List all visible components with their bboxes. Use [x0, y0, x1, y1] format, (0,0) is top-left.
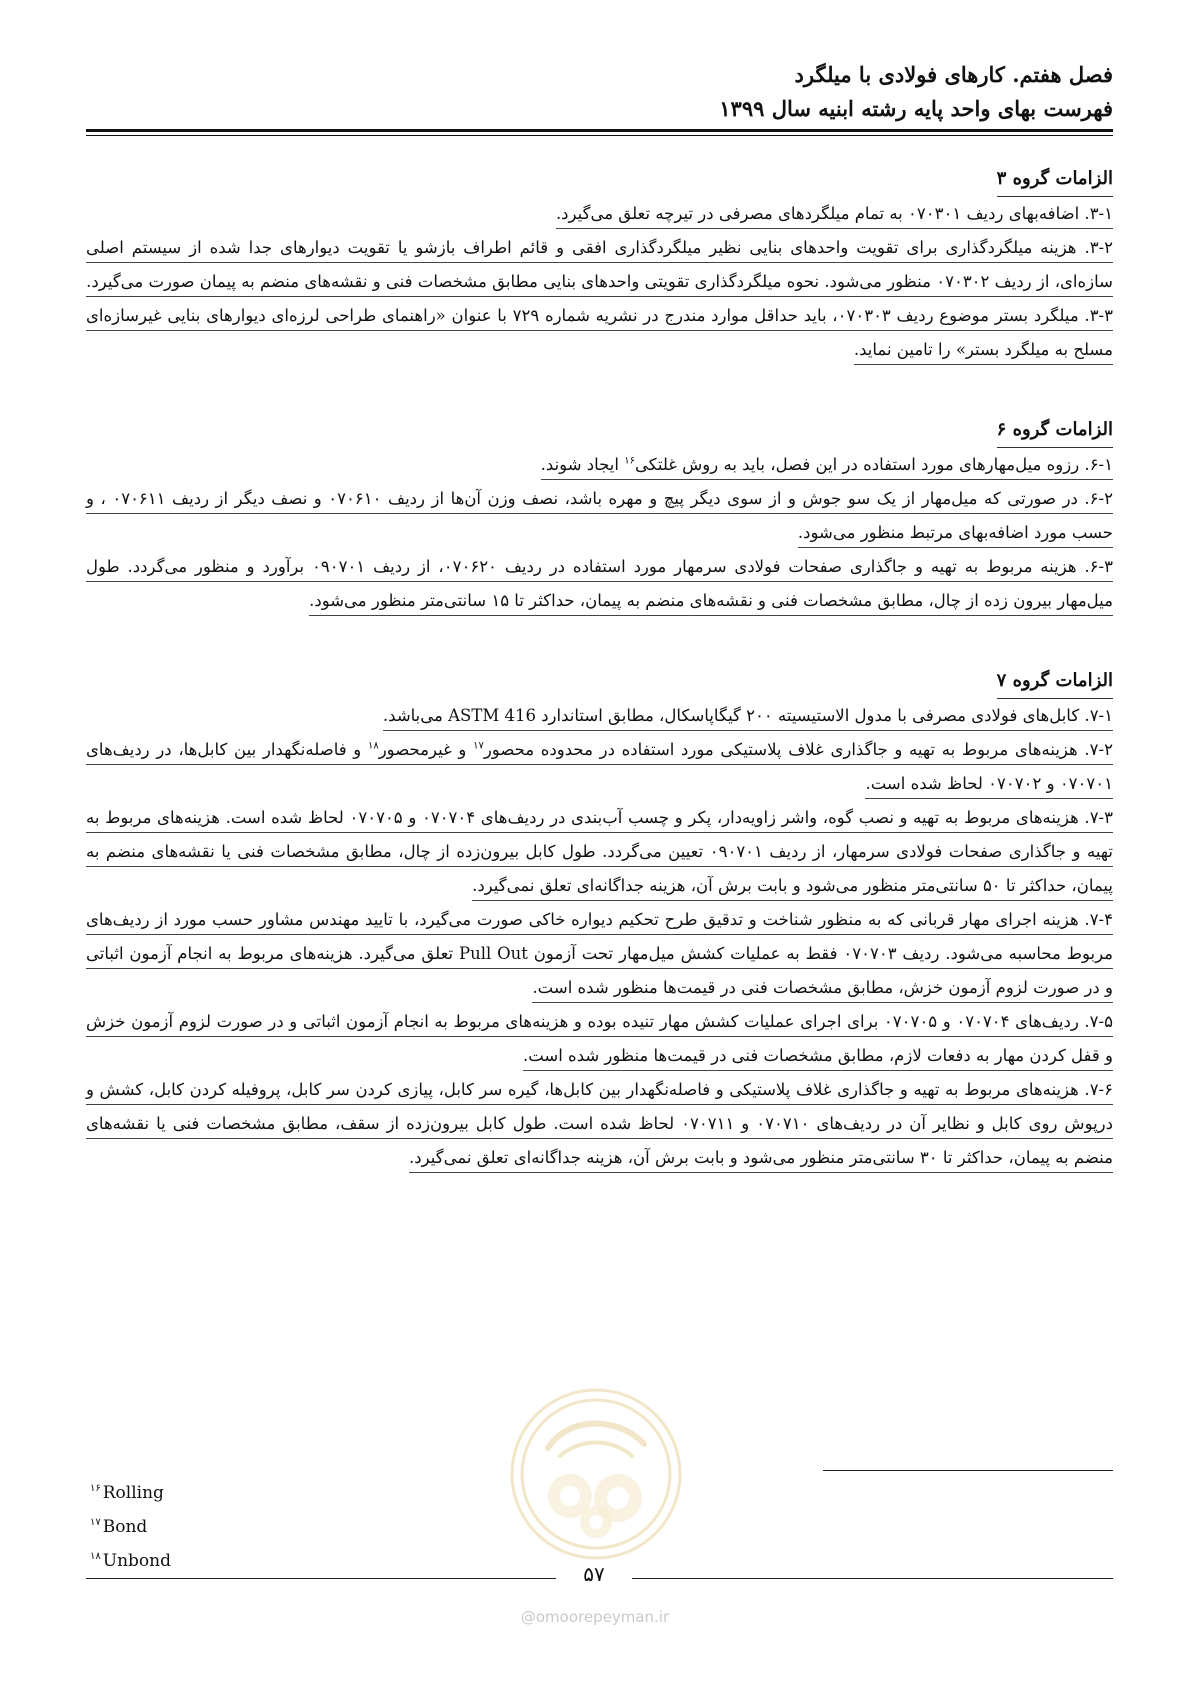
watermark-url: @omoorepeyman.ir	[520, 1608, 670, 1626]
footnote: $^{۱۶}$ Rolling	[90, 1483, 164, 1503]
footnote-rule	[823, 1470, 1113, 1471]
group-heading: الزامات گروه ۳	[997, 162, 1113, 197]
group-heading: الزامات گروه ۷	[997, 664, 1113, 699]
requirement-item: ۷-۳. هزینه‌های مربوط به تهیه و نصب گوه، واشر زاویه‌دار، پکر و چسب آب‌بندی در ردیف‌های ۰۷۰۷۰۴ و ۰۷۰۷۰۵ لحاظ شده است. هزینه‌های مربوط به تهیه و جاگذاری صفحات فولادی سرمهار، از ردیف ۰۹۰۷۰۱ تعیین می‌گردد. طول کابل بیرون‌زده از چال، مطابق مشخصات فنی یا نقشه‌های منضم به پیمان، حداکثر تا ۵۰ سانتی‌متر منظور می‌شود و بابت برش آن، هزینه جداگانه‌ای تعلق نمی‌گیرد.	[86, 801, 1113, 903]
requirement-item: ۳-۳. میلگرد بستر موضوع ردیف ۰۷۰۳۰۳، باید حداقل موارد مندرج در نشریه شماره ۷۲۹ با عنوان «راهنمای طراحی لرزه‌ای دیوارهای بنایی غیرسازه‌ای مسلح به میلگرد بستر» را تامین نماید.	[86, 299, 1113, 367]
requirement-item: ۷-۶. هزینه‌های مربوط به تهیه و جاگذاری غلاف پلاستیکی و فاصله‌نگهدار بین کابل‌ها، گیره سر کابل، پیازی کردن سر کابل، پروفیله کردن کابل، کشش و درپوش روی کابل و نظایر آن در ردیف‌های ۰۷۰۷۱۰ و ۰۷۰۷۱۱ لحاظ شده است. طول کابل بیرون‌زده از سقف، مطابق مشخصات فنی یا نقشه‌های منضم به پیمان، حداکثر تا ۳۰ سانتی‌متر منظور می‌شود و بابت برش آن، هزینه جداگانه‌ای تعلق نمی‌گیرد.	[86, 1073, 1113, 1175]
group-7	[86, 664, 1113, 1175]
footnote: $^{۱۷}$ Bond	[90, 1517, 148, 1537]
watermark-logo-icon	[508, 1386, 684, 1562]
requirement-item: ۷-۱. کابل‌های فولادی مصرفی با مدول الاستیسیته ۲۰۰ گیگاپاسکال، مطابق استاندارد ASTM 416 می‌باشد.	[86, 699, 1113, 733]
requirement-item: ۷-۲. هزینه‌های مربوط به تهیه و جاگذاری غلاف پلاستیکی مورد استفاده در محدوده محصور$^{۱۷}$ و غیرمحصور$^{۱۸}$ و فاصله‌نگهدار بین کابل‌ها، در ردیف‌های ۰۷۰۷۰۱ و ۰۷۰۷۰۲ لحاظ شده است.	[86, 733, 1113, 801]
requirement-item: ۷-۵. ردیف‌های ۰۷۰۷۰۴ و ۰۷۰۷۰۵ برای اجرای عملیات کشش مهار تنیده بوده و هزینه‌های مربوط به انجام آزمون اثباتی و در صورت لزوم آزمون خزش و قفل کردن مهار به دفعات لازم، مطابق مشخصات فنی در قیمت‌ها منظور شده است.	[86, 1005, 1113, 1073]
header-rule-thin	[86, 135, 1113, 136]
group-3	[86, 162, 1113, 367]
requirement-item: ۶-۱. رزوه میل‌مهارهای مورد استفاده در این فصل، باید به روش غلتکی$^{۱۶}$ ایجاد شوند.	[86, 448, 1113, 482]
page-header	[86, 58, 1113, 126]
footnotes	[90, 1476, 390, 1578]
requirement-item: ۶-۲. در صورتی که میل‌مهار از یک سو جوش و از سوی دیگر پیچ و مهره باشد، نصف وزن آن‌ها از ردیف ۰۷۰۶۱۰ و نصف دیگر از ردیف ۰۷۰۶۱۱ ، و حسب مورد اضافه‌بهای مرتبط منظور می‌شود.	[86, 482, 1113, 550]
footnote-ref[interactable]: ۱۶	[624, 455, 635, 467]
footer-rule	[86, 1578, 556, 1579]
header-rule	[86, 129, 1113, 132]
document-subtitle: فهرست بهای واحد پایه رشته ابنیه سال ۱۳۹۹	[719, 96, 1113, 121]
footnote-ref[interactable]: ۱۷	[473, 740, 484, 752]
requirement-item: ۳-۱. اضافه‌بهای ردیف ۰۷۰۳۰۱ به تمام میلگردهای مصرفی در تیرچه تعلق می‌گیرد.	[86, 197, 1113, 231]
group-heading: الزامات گروه ۶	[997, 413, 1113, 448]
requirement-item: ۳-۲. هزینه میلگردگذاری برای تقویت واحدهای بنایی نظیر میلگردگذاری افقی و قائم اطراف بازشو یا تقویت دیوارهای جدا شده از سیستم اصلی سازه‌ای، از ردیف ۰۷۰۳۰۲ منظور می‌شود. نحوه میلگردگذاری تقویتی واحدهای بنایی مطابق مشخصات فنی و نقشه‌های منضم به پیمان صورت می‌گیرد.	[86, 231, 1113, 299]
footnote: $^{۱۸}$ Unbond	[90, 1551, 171, 1571]
requirement-item: ۷-۴. هزینه اجرای مهار قربانی که به منظور شناخت و تدقیق طرح تحکیم دیواره خاکی صورت می‌گیرد، با تایید مهندس مشاور حسب مورد از ردیف‌های مربوط محاسبه می‌شود. ردیف ۰۷۰۷۰۳ فقط به عملیات کشش میل‌مهار تحت آزمون Pull Out تعلق می‌گیرد. هزینه‌های مربوط به انجام آزمون اثباتی و در صورت لزوم آزمون خزش، مطابق مشخصات فنی در قیمت‌ها منظور شده است.	[86, 903, 1113, 1005]
chapter-title: فصل هفتم. کارهای فولادی با میلگرد	[794, 62, 1113, 87]
page-content	[86, 162, 1113, 1221]
requirement-item: ۶-۳. هزینه مربوط به تهیه و جاگذاری صفحات فولادی سرمهار مورد استفاده در ردیف ۰۷۰۶۲۰، از ردیف ۰۹۰۷۰۱ برآورد و منظور می‌گردد. طول میل‌مهار بیرون زده از چال، مطابق مشخصات فنی و نقشه‌های منضم به پیمان، حداکثر تا ۱۵ سانتی‌متر منظور می‌شود.	[86, 550, 1113, 618]
footer-rule	[632, 1578, 1113, 1579]
footnote-ref[interactable]: ۱۸	[367, 740, 379, 752]
group-6	[86, 413, 1113, 618]
page-number: ۵۷	[583, 1562, 605, 1586]
